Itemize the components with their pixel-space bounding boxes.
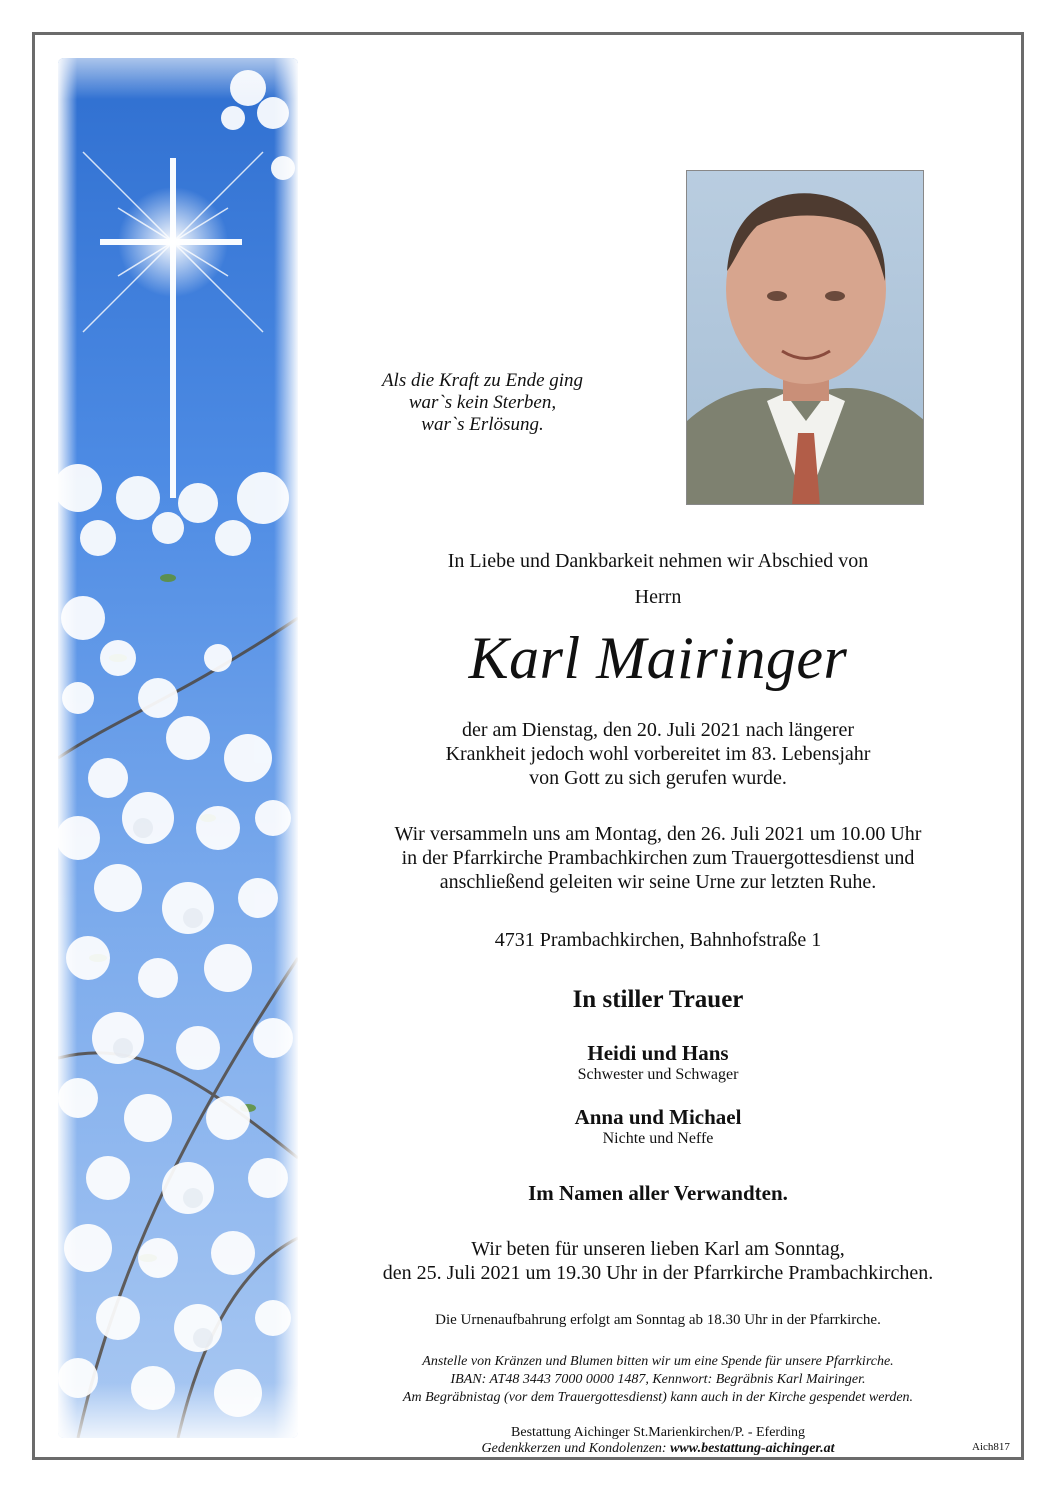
funeral-line: in der Pfarrkirche Prambachkirchen zum Trauergottesdienst und <box>401 847 915 869</box>
donation-line: Am Begräbnistag (vor dem Trauergottesdienst) kann auch in der Kirche gespendet werden. <box>402 1390 914 1405</box>
mourner-entry <box>330 1041 986 1085</box>
intro <box>330 543 986 615</box>
mourner-names: Anna und Michael <box>574 1105 742 1129</box>
deceased-name: Karl Mairinger <box>468 625 848 691</box>
poem-line: war`s Erlösung. <box>421 414 544 435</box>
donation-line: IBAN: AT48 3443 7000 0000 1487, Kennwort: Begräbnis Karl Mairinger. <box>450 1372 866 1387</box>
mourning-heading: In stiller Trauer <box>572 986 744 1013</box>
urn-note: Die Urnenaufbahrung erfolgt am Sonntag ab 18.30 Uhr in der Pfarrkirche. <box>435 1312 881 1328</box>
decorative-cross-blossom-image <box>58 58 298 1438</box>
intro-line: In Liebe und Dankbarkeit nehmen wir Abschied von <box>447 550 869 572</box>
document-code: Aich817 <box>972 1441 1010 1453</box>
donation-note <box>330 1353 986 1407</box>
website-link[interactable]: www.bestattung-aichinger.at <box>670 1441 835 1456</box>
mourner-names: Heidi und Hans <box>587 1041 729 1065</box>
death-notice <box>330 718 986 790</box>
footer <box>330 1425 986 1457</box>
relatives-line: Im Namen aller Verwandten. <box>528 1181 788 1205</box>
condolence-prefix: Gedenkkerzen und Kondolenzen: <box>481 1441 671 1456</box>
address: 4731 Prambachkirchen, Bahnhofstraße 1 <box>494 929 822 951</box>
funeral-info <box>330 822 986 894</box>
mourner-entry <box>330 1105 986 1149</box>
funeral-line: Wir versammeln uns am Montag, den 26. Juli 2021 um 10.00 Uhr <box>394 823 922 845</box>
funeral-home: Bestattung Aichinger St.Marienkirchen/P. - Eferding <box>511 1425 805 1440</box>
donation-line: Anstelle von Kränzen und Blumen bitten wir um eine Spende für unsere Pfarrkirche. <box>422 1354 894 1369</box>
portrait-photo <box>686 170 924 505</box>
intro-salutation: Herrn <box>634 586 682 608</box>
condolence-line <box>330 1441 986 1457</box>
death-notice-line: von Gott zu sich gerufen wurde. <box>529 767 787 789</box>
death-notice-line: Krankheit jedoch wohl vorbereitet im 83. Lebensjahr <box>445 743 871 765</box>
poem-line: Als die Kraft zu Ende ging <box>381 370 584 391</box>
mourner-relation: Schwester und Schwager <box>577 1066 739 1083</box>
prayer-info <box>330 1237 986 1285</box>
prayer-line: den 25. Juli 2021 um 19.30 Uhr in der Pfarrkirche Prambachkirchen. <box>382 1262 934 1284</box>
prayer-line: Wir beten für unseren lieben Karl am Sonntag, <box>471 1238 845 1260</box>
funeral-line: anschließend geleiten wir seine Urne zur letzten Ruhe. <box>439 871 877 893</box>
poem-line: war`s kein Sterben, <box>408 392 557 413</box>
poem <box>340 370 625 436</box>
death-notice-line: der am Dienstag, den 20. Juli 2021 nach längerer <box>461 719 855 741</box>
mourner-relation: Nichte und Neffe <box>602 1130 714 1147</box>
